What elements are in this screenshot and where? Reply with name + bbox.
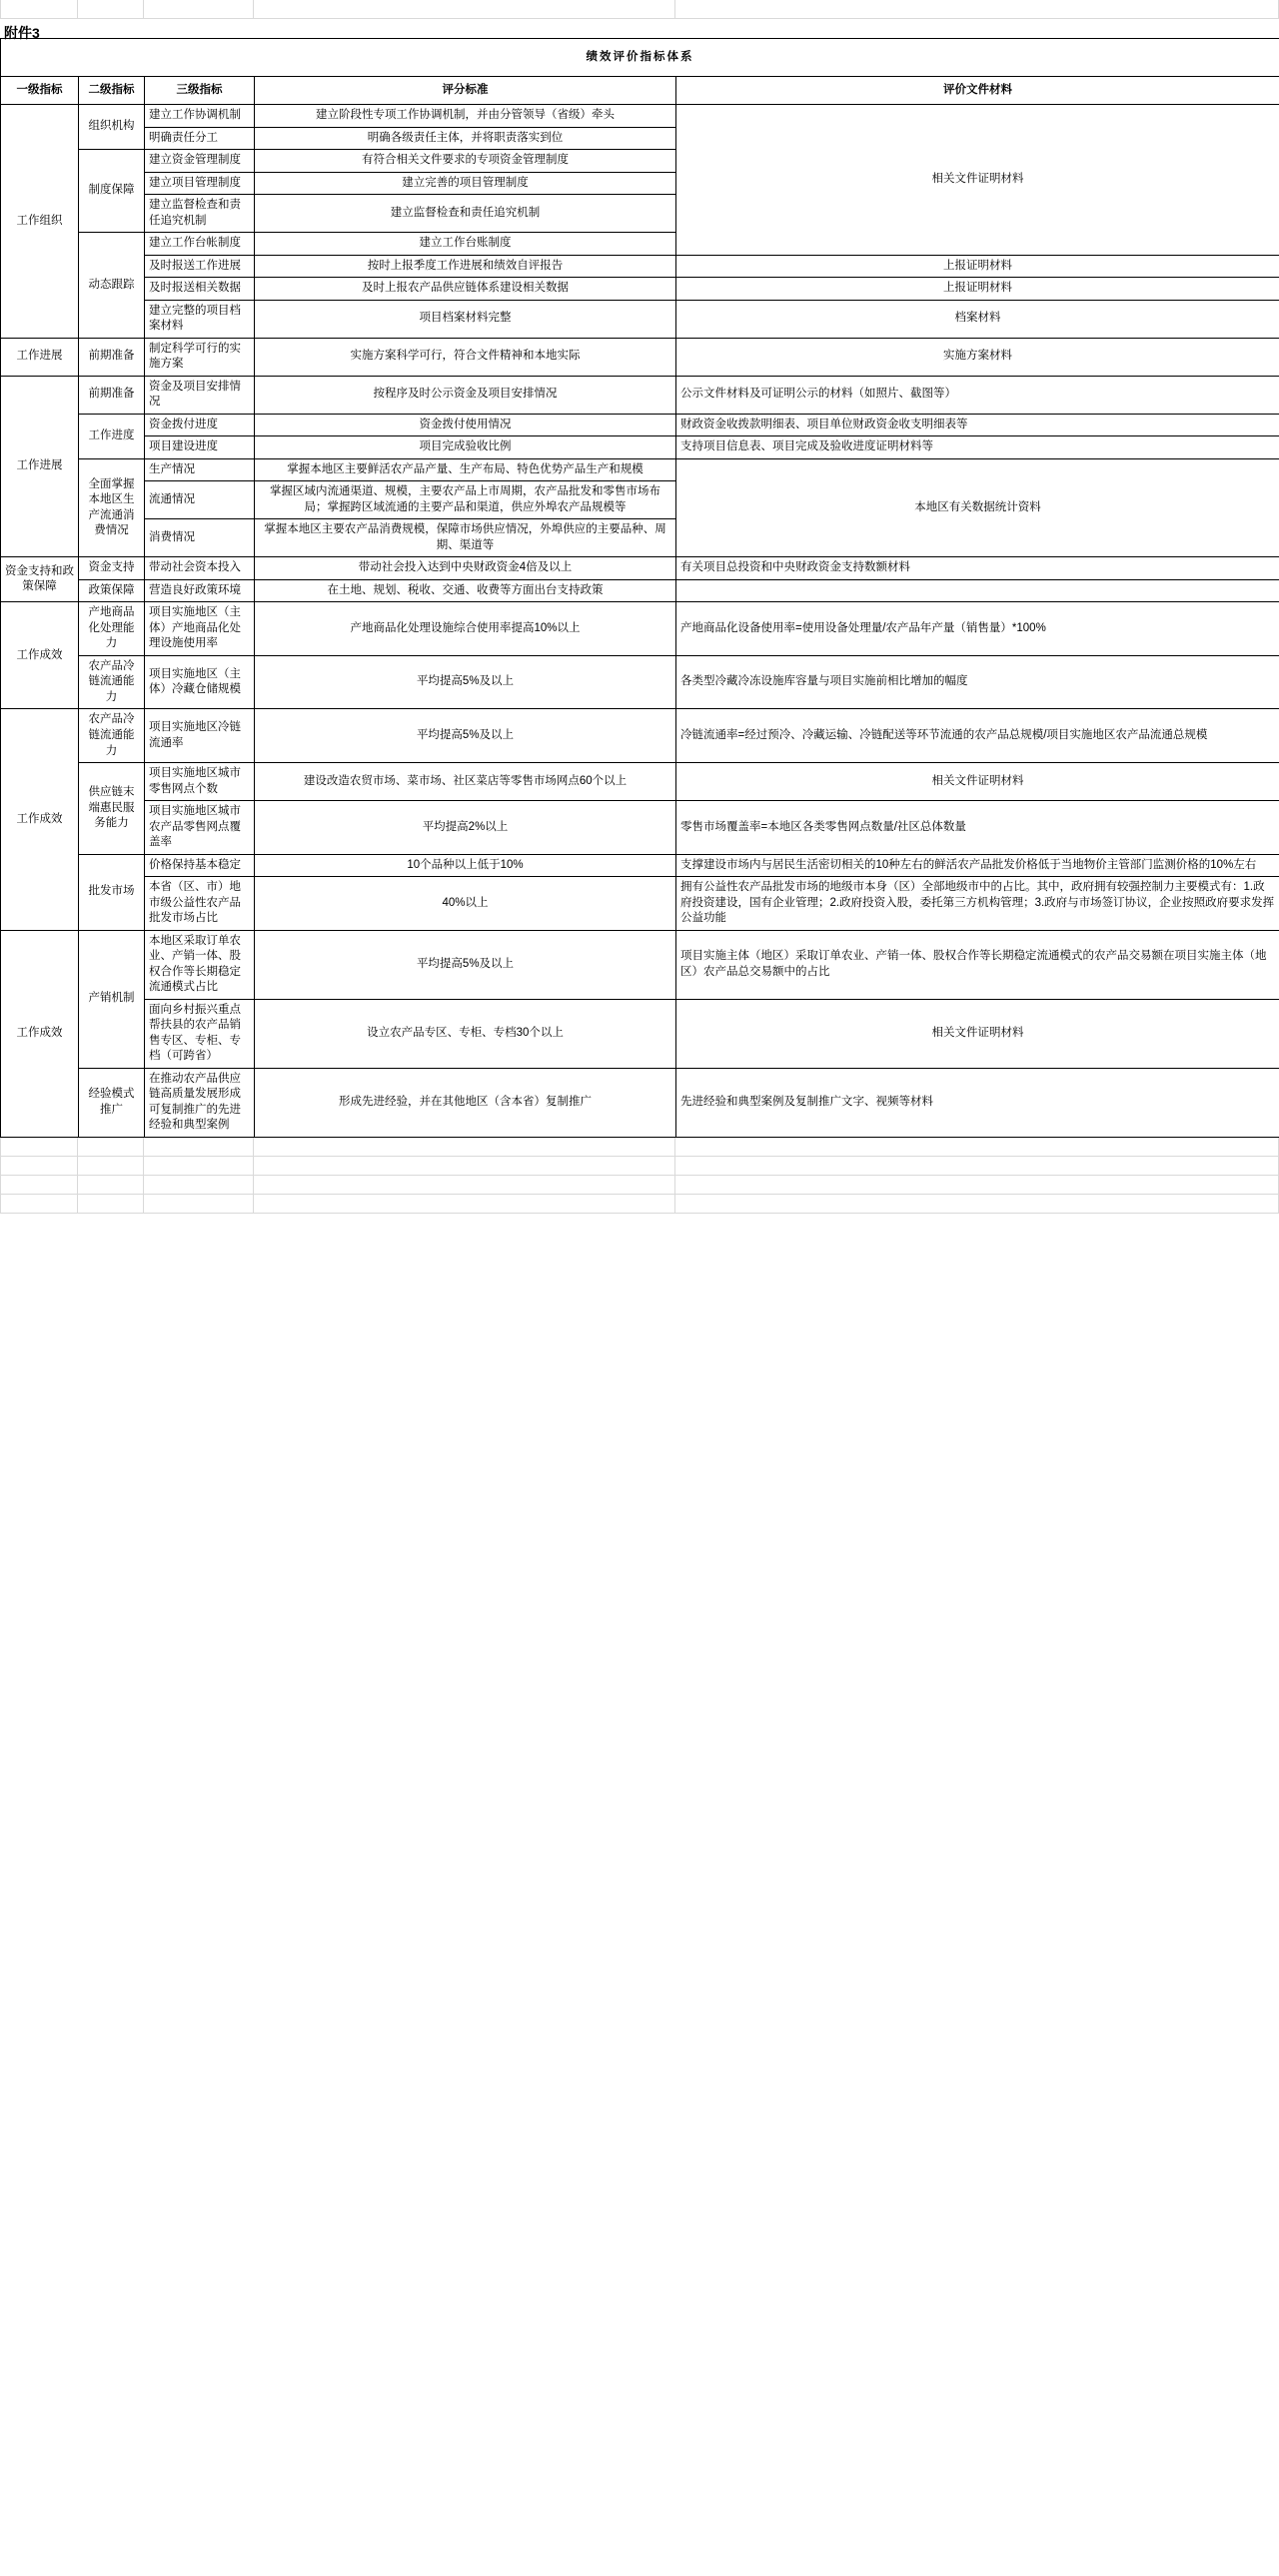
cell-evaluation-documents: 有关项目总投资和中央财政资金支持数额材料: [676, 557, 1279, 580]
cell-scoring-criteria: 平均提高5%及以上: [255, 709, 676, 763]
table-row: [1, 655, 1279, 709]
cell-scoring-criteria: 实施方案科学可行，符合文件精神和本地实际: [255, 338, 676, 376]
cell-level3-indicator: 项目实施地区（主体）产地商品化处理设施使用率: [145, 602, 255, 656]
cell-level3-indicator: 建立工作台帐制度: [145, 233, 255, 256]
cell-scoring-criteria: 按时上报季度工作进展和绩效自评报告: [255, 255, 676, 278]
cell-scoring-criteria: 掌握本地区主要鲜活农产品产量、生产布局、特色优势产品生产和规模: [255, 458, 676, 481]
cell-scoring-criteria: 建立监督检查和责任追究机制: [255, 195, 676, 233]
cell-evaluation-documents: 上报证明材料: [676, 255, 1279, 278]
table-row: [1, 930, 1279, 999]
cell-evaluation-documents: 拥有公益性农产品批发市场的地级市本身（区）全部地级市中的占比。其中，政府拥有较强控制力主要模式有：1.政府投资建设，国有企业管理；2.政府投资入股，委托第三方机构管理；3.政府与市场签订协议，企业按照政府要求发挥公益功能: [676, 877, 1279, 931]
cell-level3-indicator: 及时报送相关数据: [145, 278, 255, 301]
cell-level2-indicator: 政策保障: [79, 579, 145, 602]
table-header-row: [1, 77, 1279, 105]
cell-evaluation-documents: 零售市场覆盖率=本地区各类零售网点数量/社区总体数量: [676, 801, 1279, 855]
cell-level3-indicator: 建立工作协调机制: [145, 105, 255, 128]
table-row: [1, 801, 1279, 855]
cell-scoring-criteria: 资金拨付使用情况: [255, 414, 676, 436]
cell-level3-indicator: 项目实施地区城市零售网点个数: [145, 763, 255, 801]
cell-level3-indicator: 本省（区、市）地市级公益性农产品批发市场占比: [145, 877, 255, 931]
cell-scoring-criteria: 平均提高5%及以上: [255, 655, 676, 709]
table-row: [1, 458, 1279, 481]
sheet-grid-row: [0, 1195, 1279, 1214]
table-row: [1, 338, 1279, 376]
cell-level3-indicator: 明确责任分工: [145, 127, 255, 150]
table-row: [1, 854, 1279, 877]
cell-level3-indicator: 流通情况: [145, 481, 255, 519]
cell-level3-indicator: 在推动农产品供应链高质量发展形成可复制推广的先进经验和典型案例: [145, 1068, 255, 1137]
cell-evaluation-documents: 财政资金收拨款明细表、项目单位财政资金收支明细表等: [676, 414, 1279, 436]
cell-level2-indicator: 产销机制: [79, 930, 145, 1068]
table-title-row: [1, 39, 1279, 77]
table-row: [1, 436, 1279, 459]
column-header-level2: 二级指标: [79, 77, 145, 105]
cell-evaluation-documents: 本地区有关数据统计资料: [676, 458, 1279, 557]
cell-scoring-criteria: 有符合相关文件要求的专项资金管理制度: [255, 150, 676, 173]
sheet-grid-row: [0, 1157, 1279, 1176]
cell-scoring-criteria: 40%以上: [255, 877, 676, 931]
cell-level3-indicator: 价格保持基本稳定: [145, 854, 255, 877]
table-row: [1, 709, 1279, 763]
table-row: [1, 376, 1279, 414]
cell-scoring-criteria: 掌握本地区主要农产品消费规模，保障市场供应情况，外埠供应的主要品种、周期、渠道等: [255, 519, 676, 557]
cell-scoring-criteria: 建立工作台账制度: [255, 233, 676, 256]
spreadsheet-sheet: [0, 0, 1279, 1214]
cell-level2-indicator: 动态跟踪: [79, 233, 145, 339]
cell-evaluation-documents: 冷链流通率=经过预冷、冷藏运输、冷链配送等环节流通的农产品总规模/项目实施地区农产品流通总规模: [676, 709, 1279, 763]
table-body: [1, 105, 1279, 1138]
cell-level1-indicator: 工作成效: [1, 709, 79, 930]
cell-scoring-criteria: 平均提高5%及以上: [255, 930, 676, 999]
cell-level3-indicator: 资金及项目安排情况: [145, 376, 255, 414]
performance-indicator-table: [0, 38, 1279, 1138]
sheet-bottom-grid: [0, 1138, 1279, 1214]
column-header-documents: 评价文件材料: [676, 77, 1279, 105]
cell-level3-indicator: 制定科学可行的实施方案: [145, 338, 255, 376]
sheet-top-grid-row: [0, 0, 1279, 19]
cell-evaluation-documents: 支撑建设市场内与居民生活密切相关的10种左右的鲜活农产品批发价格低于当地物价主管部门监测价格的10%左右: [676, 854, 1279, 877]
cell-level1-indicator: 工作成效: [1, 930, 79, 1137]
table-row: [1, 557, 1279, 580]
cell-level2-indicator: 前期准备: [79, 376, 145, 414]
cell-level3-indicator: 项目实施地区城市农产品零售网点覆盖率: [145, 801, 255, 855]
table-row: [1, 579, 1279, 602]
cell-evaluation-documents: 相关文件证明材料: [676, 999, 1279, 1068]
cell-level2-indicator: 资金支持: [79, 557, 145, 580]
cell-evaluation-documents: 档案材料: [676, 300, 1279, 338]
cell-level2-indicator: 工作进度: [79, 414, 145, 458]
table-row: [1, 255, 1279, 278]
cell-level2-indicator: 农产品冷链流通能力: [79, 655, 145, 709]
cell-level2-indicator: 产地商品化处理能力: [79, 602, 145, 656]
table-row: [1, 763, 1279, 801]
column-header-level3: 三级指标: [145, 77, 255, 105]
cell-level3-indicator: 建立监督检查和责任追究机制: [145, 195, 255, 233]
cell-level3-indicator: 面向乡村振兴重点帮扶县的农产品销售专区、专柜、专档（可跨省）: [145, 999, 255, 1068]
cell-scoring-criteria: 10个品种以上低于10%: [255, 854, 676, 877]
cell-level2-indicator: 农产品冷链流通能力: [79, 709, 145, 763]
cell-scoring-criteria: 建立阶段性专项工作协调机制，并由分管领导（省级）牵头: [255, 105, 676, 128]
table-row: [1, 1068, 1279, 1137]
cell-level3-indicator: 带动社会资本投入: [145, 557, 255, 580]
table-row: [1, 877, 1279, 931]
cell-scoring-criteria: 按程序及时公示资金及项目安排情况: [255, 376, 676, 414]
sheet-grid-row: [0, 1176, 1279, 1195]
cell-scoring-criteria: 在土地、规划、税收、交通、收费等方面出台支持政策: [255, 579, 676, 602]
cell-scoring-criteria: 项目完成验收比例: [255, 436, 676, 459]
cell-level3-indicator: 营造良好政策环境: [145, 579, 255, 602]
cell-level3-indicator: 项目建设进度: [145, 436, 255, 459]
sheet-grid-row: [0, 1138, 1279, 1157]
cell-scoring-criteria: 项目档案材料完整: [255, 300, 676, 338]
cell-evaluation-documents: 公示文件材料及可证明公示的材料（如照片、截图等）: [676, 376, 1279, 414]
cell-evaluation-documents: 产地商品化设备使用率=使用设备处理量/农产品年产量（销售量）*100%: [676, 602, 1279, 656]
page-title: 绩效评价指标体系: [1, 39, 1279, 77]
cell-scoring-criteria: 明确各级责任主体，并将职责落实到位: [255, 127, 676, 150]
cell-scoring-criteria: 掌握区域内流通渠道、规模，主要农产品上市周期，农产品批发和零售市场布局；掌握跨区域流通的主要产品和渠道，供应外埠农产品规模等: [255, 481, 676, 519]
column-header-criteria: 评分标准: [255, 77, 676, 105]
cell-level1-indicator: 工作进展: [1, 376, 79, 557]
cell-level3-indicator: 项目实施地区（主体）冷藏仓储规模: [145, 655, 255, 709]
cell-level1-indicator: 工作组织: [1, 105, 79, 339]
cell-level2-indicator: 批发市场: [79, 854, 145, 930]
cell-scoring-criteria: 形成先进经验，并在其他地区（含本省）复制推广: [255, 1068, 676, 1137]
cell-scoring-criteria: 建设改造农贸市场、菜市场、社区菜店等零售市场网点60个以上: [255, 763, 676, 801]
cell-evaluation-documents: 相关文件证明材料: [676, 763, 1279, 801]
cell-scoring-criteria: 建立完善的项目管理制度: [255, 172, 676, 195]
cell-evaluation-documents: 各类型冷藏冷冻设施库容量与项目实施前相比增加的幅度: [676, 655, 1279, 709]
table-row: [1, 999, 1279, 1068]
cell-level2-indicator: 前期准备: [79, 338, 145, 376]
cell-level2-indicator: 经验模式推广: [79, 1068, 145, 1137]
cell-level1-indicator: 资金支持和政策保障: [1, 557, 79, 602]
cell-level2-indicator: 组织机构: [79, 105, 145, 150]
cell-evaluation-documents: 上报证明材料: [676, 278, 1279, 301]
cell-scoring-criteria: 及时上报农产品供应链体系建设相关数据: [255, 278, 676, 301]
cell-evaluation-documents: [676, 579, 1279, 602]
cell-level3-indicator: 建立完整的项目档案材料: [145, 300, 255, 338]
cell-scoring-criteria: 产地商品化处理设施综合使用率提高10%以上: [255, 602, 676, 656]
cell-evaluation-documents: 项目实施主体（地区）采取订单农业、产销一体、股权合作等长期稳定流通模式的农产品交易额在项目实施主体（地区）农产品总交易额中的占比: [676, 930, 1279, 999]
cell-level3-indicator: 生产情况: [145, 458, 255, 481]
cell-level3-indicator: 建立资金管理制度: [145, 150, 255, 173]
cell-level2-indicator: 制度保障: [79, 150, 145, 233]
cell-level3-indicator: 消费情况: [145, 519, 255, 557]
cell-evaluation-documents: 实施方案材料: [676, 338, 1279, 376]
cell-level1-indicator: 工作进展: [1, 338, 79, 376]
table-row: [1, 278, 1279, 301]
table-row: [1, 300, 1279, 338]
cell-level3-indicator: 及时报送工作进展: [145, 255, 255, 278]
table-row: [1, 602, 1279, 656]
cell-level2-indicator: 全面掌握本地区生产流通消费情况: [79, 458, 145, 557]
cell-level3-indicator: 本地区采取订单农业、产销一体、股权合作等长期稳定流通模式占比: [145, 930, 255, 999]
cell-scoring-criteria: 设立农产品专区、专柜、专档30个以上: [255, 999, 676, 1068]
cell-evaluation-documents: 先进经验和典型案例及复制推广文字、视频等材料: [676, 1068, 1279, 1137]
table-row: [1, 105, 1279, 128]
cell-level3-indicator: 资金拨付进度: [145, 414, 255, 436]
attachment-label: 附件3: [4, 25, 40, 41]
cell-level3-indicator: 建立项目管理制度: [145, 172, 255, 195]
cell-level3-indicator: 项目实施地区冷链流通率: [145, 709, 255, 763]
cell-level1-indicator: 工作成效: [1, 602, 79, 709]
cell-scoring-criteria: 带动社会投入达到中央财政资金4倍及以上: [255, 557, 676, 580]
cell-level2-indicator: 供应链末端惠民服务能力: [79, 763, 145, 855]
table-row: [1, 414, 1279, 436]
cell-evaluation-documents: 相关文件证明材料: [676, 105, 1279, 256]
cell-evaluation-documents: 支持项目信息表、项目完成及验收进度证明材料等: [676, 436, 1279, 459]
column-header-level1: 一级指标: [1, 77, 79, 105]
cell-scoring-criteria: 平均提高2%以上: [255, 801, 676, 855]
